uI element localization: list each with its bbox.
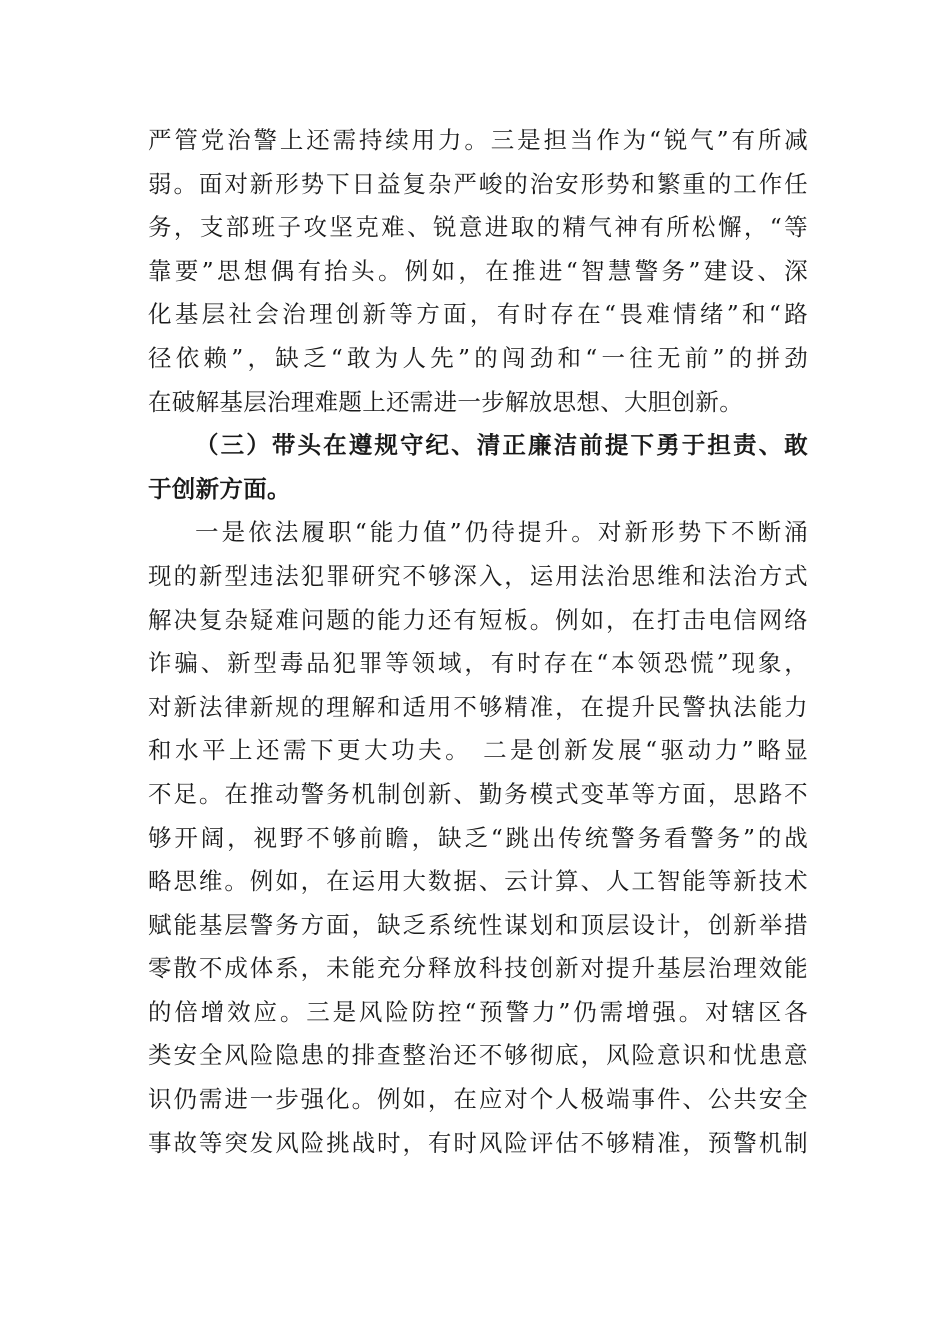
paragraph-line: 务，支部班子攻坚克难、锐意进取的精气神有所松懈，“等 [148,213,808,242]
paragraph-line: 靠要”思想偶有抬头。例如，在推进“智慧警务”建设、深 [148,256,808,285]
paragraph-line: 不足。在推动警务机制创新、勤务模式变革等方面，思路不 [148,779,808,808]
paragraph-line: 识仍需进一步强化。例如，在应对个人极端事件、公共安全 [148,1085,808,1114]
paragraph-line: 严管党治警上还需持续用力。三是担当作为“锐气”有所减 [148,126,808,154]
paragraph-line: 略思维。例如，在运用大数据、云计算、人工智能等新技术 [148,867,808,896]
paragraph-line: 径依赖”，缺乏“敢为人先”的闯劲和“一往无前”的拼劲 [148,343,808,372]
section-heading-line: （三）带头在遵规守纪、清正廉洁前提下勇于担责、敢 [195,431,808,460]
paragraph-line: 现的新型违法犯罪研究不够深入，运用法治思维和法治方式 [148,561,808,590]
paragraph-line: 化基层社会治理创新等方面，有时存在“畏难情绪”和“路 [148,300,808,329]
paragraph-line: 类安全风险隐患的排查整治还不够彻底，风险意识和忧患意 [148,1041,808,1070]
paragraph-line: 弱。面对新形势下日益复杂严峻的治安形势和繁重的工作任 [148,169,808,198]
section-heading-line: 于创新方面。 [148,474,291,503]
paragraph-line: 和水平上还需下更大功夫。 二是创新发展“驱动力”略显 [148,736,808,765]
paragraph-line: 解决复杂疑难问题的能力还有短板。例如，在打击电信网络 [148,605,808,634]
document-body [148,119,808,1165]
paragraph-line: 的倍增效应。三是风险防控“预警力”仍需增强。对辖区各 [148,997,808,1026]
paragraph-line: 诈骗、新型毒品犯罪等领域，有时存在“本领恐慌”现象， [148,649,808,678]
paragraph-line: 在破解基层治理难题上还需进一步解放思想、大胆创新。 [148,387,743,416]
paragraph-line: 赋能基层警务方面，缺乏系统性谋划和顶层设计，创新举措 [148,910,808,939]
paragraph-line: 够开阔，视野不够前瞻，缺乏“跳出传统警务看警务”的战 [148,823,808,852]
paragraph-line: 事故等突发风险挑战时，有时风险评估不够精准，预警机制 [148,1128,808,1157]
paragraph-line: 零散不成体系，未能充分释放科技创新对提升基层治理效能 [148,954,808,983]
paragraph-line: 一是依法履职“能力值”仍待提升。对新形势下不断涌 [195,518,808,547]
paragraph-line: 对新法律新规的理解和适用不够精准，在提升民警执法能力 [148,692,808,721]
